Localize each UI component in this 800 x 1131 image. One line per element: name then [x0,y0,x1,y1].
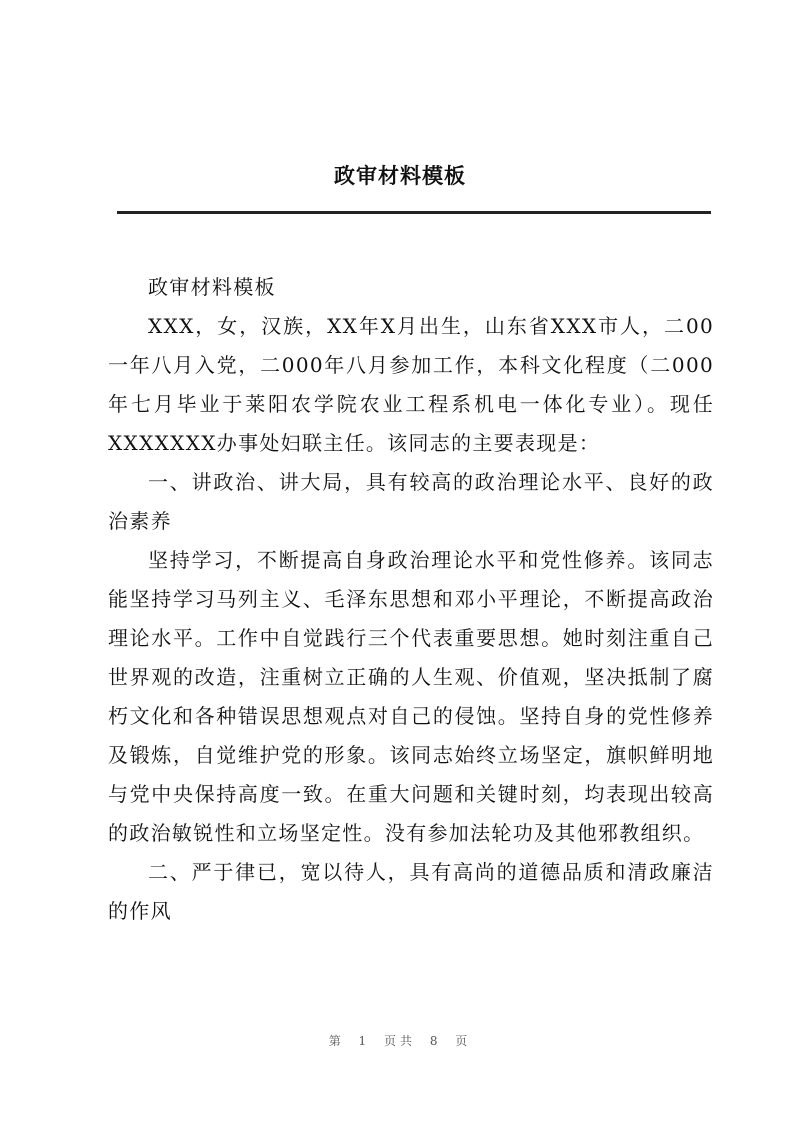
section-heading: 一、讲政治、讲大局，具有较高的政治理论水平、良好的政治素养 [108,470,714,533]
document-title: 政审材料模板 [334,164,466,188]
document-body [108,268,714,931]
body-paragraph: XXX，女，汉族，XX年X月出生，山东省XXX市人，二00一年八月入党，二000年八月参加工作，本科文化程度（二000年七月毕业于莱阳农学院农业工程系机电一体化专业）。现任XXXXXXX办事处妇联主任。该同志的主要表现是： [108,314,714,455]
page-footer: 第 1 页共 8 页 [328,1034,472,1048]
section-heading: 二、严于律已，宽以待人，具有高尚的道德品质和清政廉洁的作风 [108,860,714,923]
body-paragraph: 坚持学习，不断提高自身政治理论水平和党性修养。该同志能坚持学习马列主义、毛泽东思想和邓小平理论，不断提高政治理论水平。工作中自觉践行三个代表重要思想。她时刻注重自己世界观的改造，注重树立正确的人生观、价值观，坚决抵制了腐朽文化和各种错误思想观点对自己的侵蚀。坚持自身的党性修养及锻炼，自觉维护党的形象。该同志始终立场坚定，旗帜鲜明地与党中央保持高度一致。在重大问题和关键时刻，均表现出较高的政治敏锐性和立场坚定性。没有参加法轮功及其他邪教组织。 [108,548,714,845]
body-paragraph: 政审材料模板 [148,275,276,299]
title-divider [117,211,711,214]
